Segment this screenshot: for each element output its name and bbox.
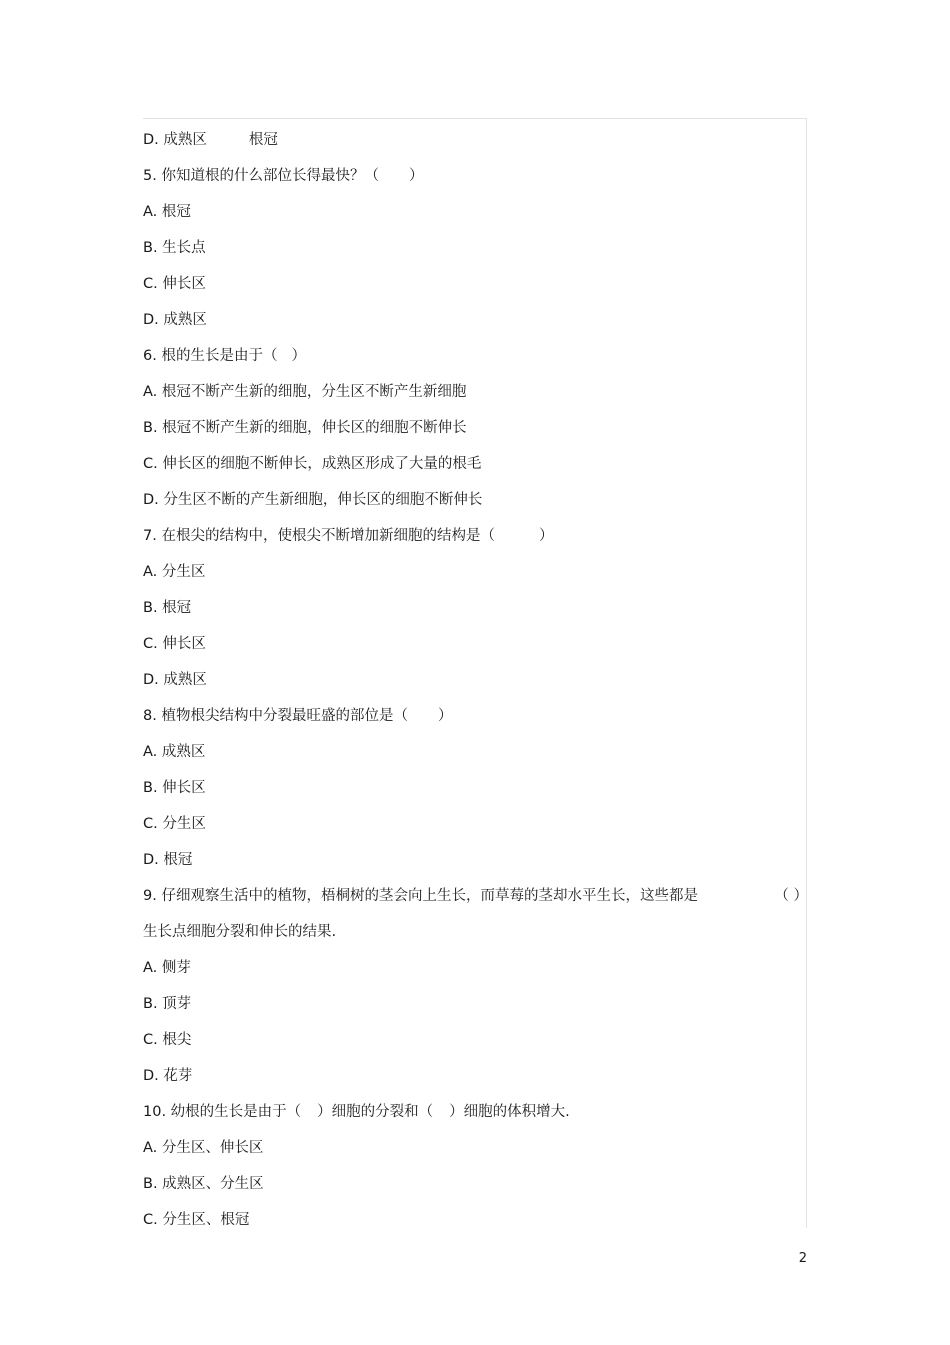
option-line: B. 顶芽 <box>143 996 192 1012</box>
question-5: 5. 你知道根的什么部位长得最快？（ ） <box>143 168 424 184</box>
option-line: D. 根冠 <box>143 852 193 868</box>
option-line: D. 花芽 <box>143 1068 193 1084</box>
question-10: 10. 幼根的生长是由于（ ）细胞的分裂和（ ）细胞的体积增大. <box>143 1104 570 1120</box>
option-line: B. 根冠不断产生新的细胞，伸长区的细胞不断伸长 <box>143 420 467 436</box>
option-line: B. 成熟区、分生区 <box>143 1176 264 1192</box>
question-7: 7. 在根尖的结构中，使根尖不断增加新细胞的结构是（ ） <box>143 528 554 544</box>
option-line: C. 伸长区的细胞不断伸长，成熟区形成了大量的根毛 <box>143 456 482 472</box>
question-8: 8. 植物根尖结构中分裂最旺盛的部位是（ ） <box>143 708 453 724</box>
option-line: A. 分生区、伸长区 <box>143 1140 264 1156</box>
page-frame-top-border <box>143 118 807 119</box>
option-line: A. 根冠不断产生新的细胞，分生区不断产生新细胞 <box>143 384 467 400</box>
option-line: B. 根冠 <box>143 600 192 616</box>
question-9-continued: 生长点细胞分裂和伸长的结果. <box>143 924 337 940</box>
page-number: 2 <box>798 1251 807 1266</box>
option-line: C. 根尖 <box>143 1032 192 1048</box>
question-list <box>143 122 808 1238</box>
option-line: C. 分生区、根冠 <box>143 1212 250 1228</box>
option-line: D. 成熟区 <box>143 672 207 688</box>
option-line: C. 伸长区 <box>143 636 206 652</box>
option-line: C. 伸长区 <box>143 276 206 292</box>
option-line: B. 伸长区 <box>143 780 206 796</box>
option-line: A. 根冠 <box>143 204 191 220</box>
option-line: D. 成熟区 <box>143 312 207 328</box>
option-line: D. 分生区不断的产生新细胞，伸长区的细胞不断伸长 <box>143 492 483 508</box>
option-line: A. 成熟区 <box>143 744 206 760</box>
option-line: C. 分生区 <box>143 816 206 832</box>
question-9: 9. 仔细观察生活中的植物，梧桐树的茎会向上生长，而草莓的茎却水平生长，这些都是 （ ） <box>143 888 808 904</box>
option-line-4d: D. 成熟区 根冠 <box>143 132 278 148</box>
question-6: 6. 根的生长是由于（ ） <box>143 348 306 364</box>
option-line: A. 分生区 <box>143 564 206 580</box>
option-line: B. 生长点 <box>143 240 206 256</box>
option-line: A. 侧芽 <box>143 960 191 976</box>
